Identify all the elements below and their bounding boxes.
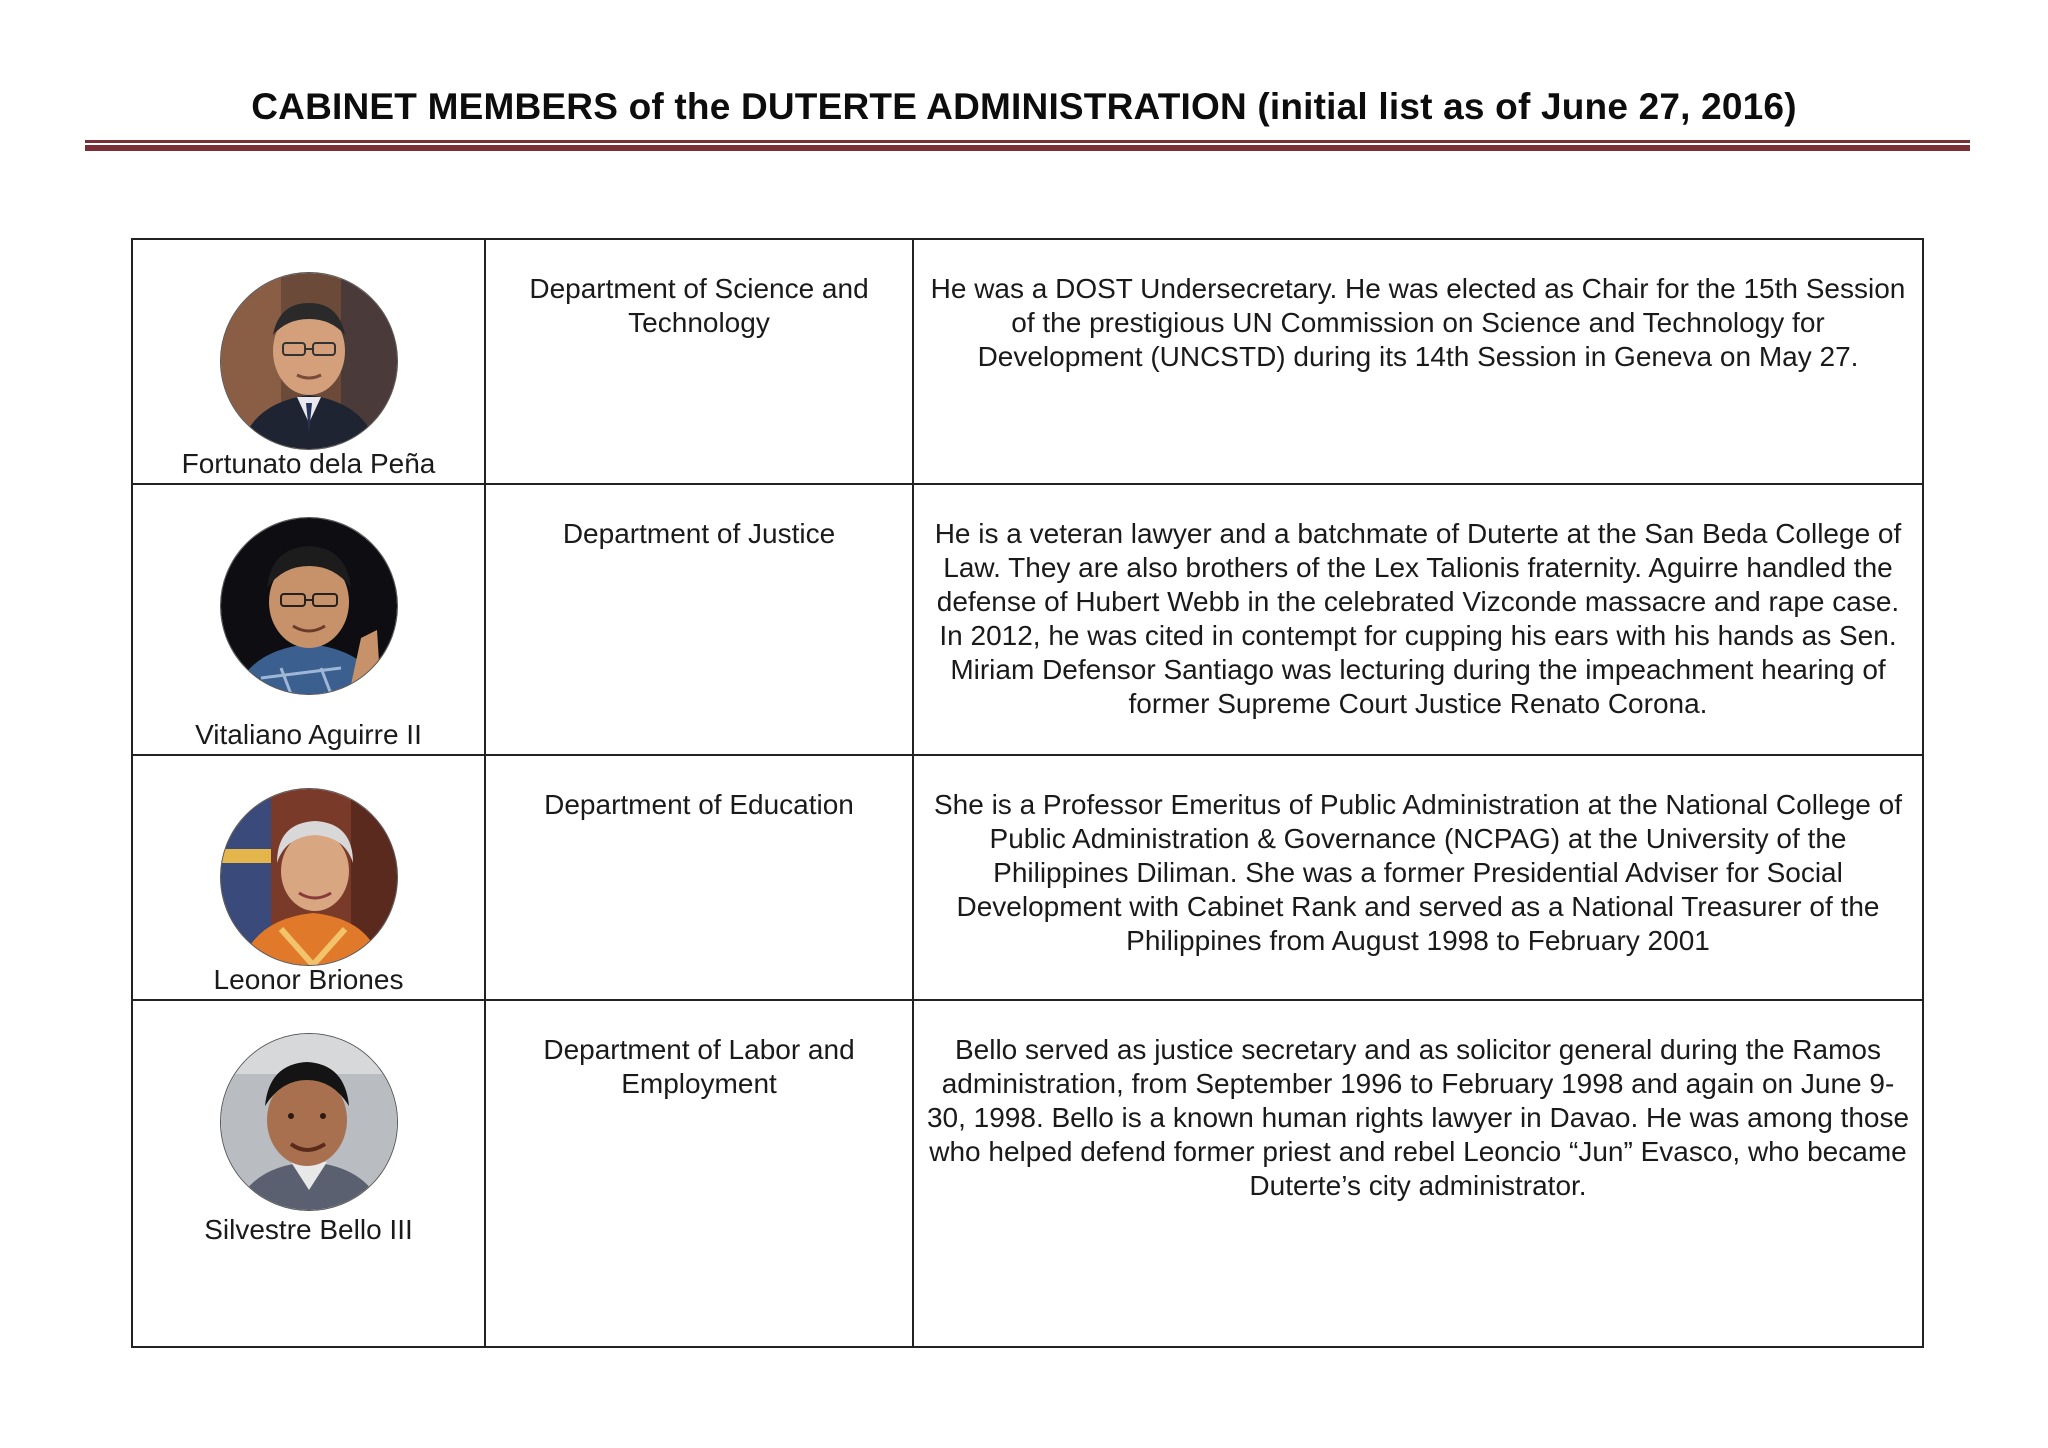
department-cell bbox=[485, 1000, 913, 1347]
member-description: He was a DOST Undersecretary. He was elected as Chair for the 15th Session of the prestigious UN Commission on Science and Technology for Development (UNCSTD) during its 14th Session in Geneva on May 27. bbox=[930, 273, 1906, 372]
description-cell bbox=[913, 484, 1923, 755]
table-row bbox=[132, 1000, 1923, 1347]
department-cell bbox=[485, 755, 913, 1000]
department-cell bbox=[485, 239, 913, 484]
photo-cell bbox=[132, 484, 485, 755]
title-double-rule bbox=[85, 140, 1970, 151]
portrait-photo bbox=[220, 1033, 398, 1211]
title-rule-thick bbox=[85, 145, 1970, 151]
member-name: Fortunato dela Peña bbox=[181, 448, 436, 479]
photo-cell bbox=[132, 239, 485, 484]
page-title: CABINET MEMBERS of the DUTERTE ADMINISTRATION (initial list as of June 27, 2016) bbox=[251, 86, 1797, 127]
department-name: Department of Justice bbox=[562, 518, 836, 549]
table-row bbox=[132, 755, 1923, 1000]
table-row bbox=[132, 484, 1923, 755]
cabinet-table bbox=[131, 238, 1924, 1348]
department-cell bbox=[485, 484, 913, 755]
department-name: Department of Science and Technology bbox=[529, 273, 869, 338]
member-name: Leonor Briones bbox=[213, 964, 404, 995]
member-description: Bello served as justice secretary and as solicitor general during the Ramos administration, from September 1996 to February 1998 and again on June 9-30, 1998. Bello is a known human rights lawyer in Davao. He was among those who helped defend former priest and rebel Leoncio “Jun” Evasco, who became Duterte’s city administrator. bbox=[926, 1034, 1910, 1201]
title-rule-thin bbox=[85, 140, 1970, 143]
description-cell bbox=[913, 755, 1923, 1000]
member-description: She is a Professor Emeritus of Public Administration at the National College of Public Administration & Governance (NCPAG) at the University of the Philippines Diliman. She was a former Presidential Adviser for Social Development with Cabinet Rank and served as a National Treasurer of the Philippines from August 1998 to February 2001 bbox=[933, 789, 1903, 956]
member-name: Silvestre Bello III bbox=[204, 1214, 413, 1245]
portrait-photo bbox=[220, 272, 398, 450]
description-cell bbox=[913, 1000, 1923, 1347]
member-name: Vitaliano Aguirre II bbox=[195, 719, 422, 750]
description-cell bbox=[913, 239, 1923, 484]
portrait-photo bbox=[220, 517, 398, 695]
department-name: Department of Education bbox=[544, 789, 854, 820]
table-row bbox=[132, 239, 1923, 484]
portrait-photo bbox=[220, 788, 398, 966]
member-description: He is a veteran lawyer and a batchmate of Duterte at the San Beda College of Law. They are also brothers of the Lex Talionis fraternity. Aguirre handled the defense of Hubert Webb in the celebrated Vizconde massacre and rape case. In 2012, he was cited in contempt for cupping his ears with his hands as Sen. Miriam Defensor Santiago was lecturing during the impeachment hearing of former Supreme Court Justice Renato Corona. bbox=[934, 518, 1902, 719]
photo-cell bbox=[132, 755, 485, 1000]
photo-cell bbox=[132, 1000, 485, 1347]
department-name: Department of Labor and Employment bbox=[543, 1034, 855, 1099]
